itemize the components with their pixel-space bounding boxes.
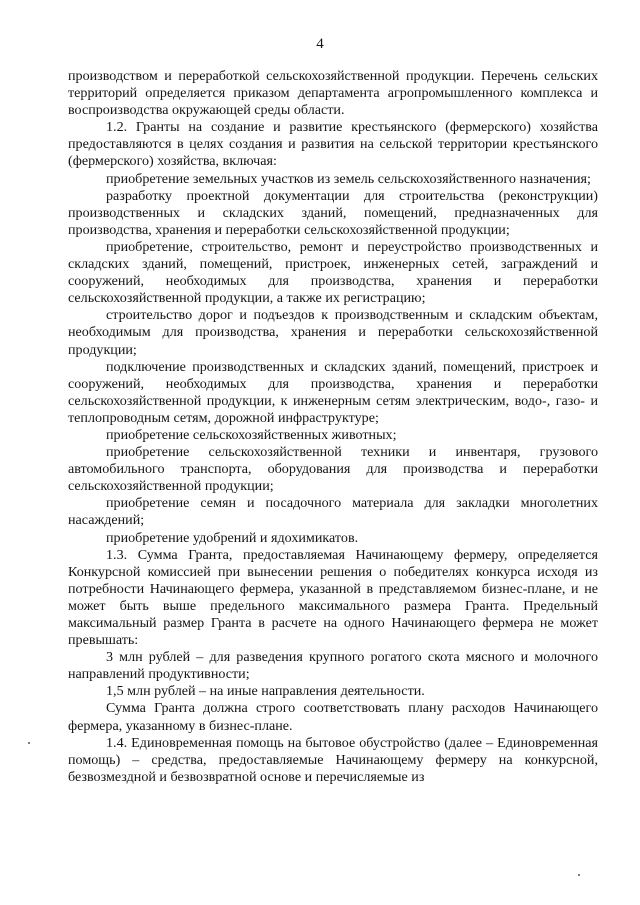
paragraph-1-3: 1.3. Сумма Гранта, предоставляемая Начинающему фермеру, определяется Конкурсной комиссией при вынесении решения о победителях конкурса исходя из потребности Начинающего фермера, указанной в представляемом бизнес-плане, и не может быть выше предельного максимального размера Гранта. Предельный максимальный размер Гранта в расчете на одного Начинающего фермера не может превышать: xyxy=(68,546,598,649)
list-item-animals: приобретение сельскохозяйственных животных; xyxy=(106,426,397,443)
list-item-design-docs: разработку проектной документации для строительства (реконструкции) производственных и складских зданий, помещений, предназначенных для производства, хранения и переработки сельскохозяйственной продукции; xyxy=(68,187,598,238)
document-body xyxy=(68,68,598,786)
list-item-seeds: приобретение семян и посадочного материала для закладки многолетних насаждений; xyxy=(68,495,598,529)
list-item-utilities: подключение производственных и складских зданий, помещений, пристроек и сооружений, необходимых для производства, хранения и переработки сельскохозяйственной продукции, к инженерным сетям электрическим, водо-, газо- и теплопроводным сетям, дорожной инфраструктуре; xyxy=(68,358,598,426)
limit-cattle: 3 млн рублей – для разведения крупного рогатого скота мясного и молочного направлений продуктивности; xyxy=(68,649,598,683)
limit-other: 1,5 млн рублей – на иные направления деятельности. xyxy=(106,683,425,700)
list-item-roads: строительство дорог и подъездов к производственным и складским объектам, необходимым для производства, хранения и переработки сельскохозяйственной продукции; xyxy=(68,307,598,358)
paragraph-continuation: производством и переработкой сельскохозяйственной продукции. Перечень сельских территорий определяется приказом департамента агропромышленного комплекса и воспроизводства окружающей среды области. xyxy=(68,68,598,119)
list-item-machinery: приобретение сельскохозяйственной техники и инвентаря, грузового автомобильного транспорта, оборудования для производства и переработки сельскохозяйственной продукции; xyxy=(68,444,598,495)
scan-speck xyxy=(28,742,30,744)
paragraph-1-4: 1.4. Единовременная помощь на бытовое обустройство (далее – Единовременная помощь) – средства, предоставляемые Начинающему фермеру на конкурсной, безвозмездной и безвозвратной основе и перечисляемые из xyxy=(68,734,598,785)
list-item-fertilizers: приобретение удобрений и ядохимикатов. xyxy=(106,529,359,546)
paragraph-1-2: 1.2. Гранты на создание и развитие крестьянского (фермерского) хозяйства предоставляются в целях создания и развития на сельской территории крестьянского (фермерского) хозяйства, включая: xyxy=(68,119,598,170)
list-item-land: приобретение земельных участков из земель сельскохозяйственного назначения; xyxy=(106,170,591,187)
grant-plan-requirement: Сумма Гранта должна строго соответствовать плану расходов Начинающего фермера, указанному в бизнес-плане. xyxy=(68,700,598,734)
page-number: 4 xyxy=(316,36,324,52)
scan-speck xyxy=(578,874,580,876)
list-item-construction: приобретение, строительство, ремонт и переустройство производственных и складских зданий, помещений, пристроек, инженерных сетей, заграждений и сооружений, необходимых для производства, хранения и переработки сельскохозяйственной продукции, а также их регистрацию; xyxy=(68,238,598,307)
